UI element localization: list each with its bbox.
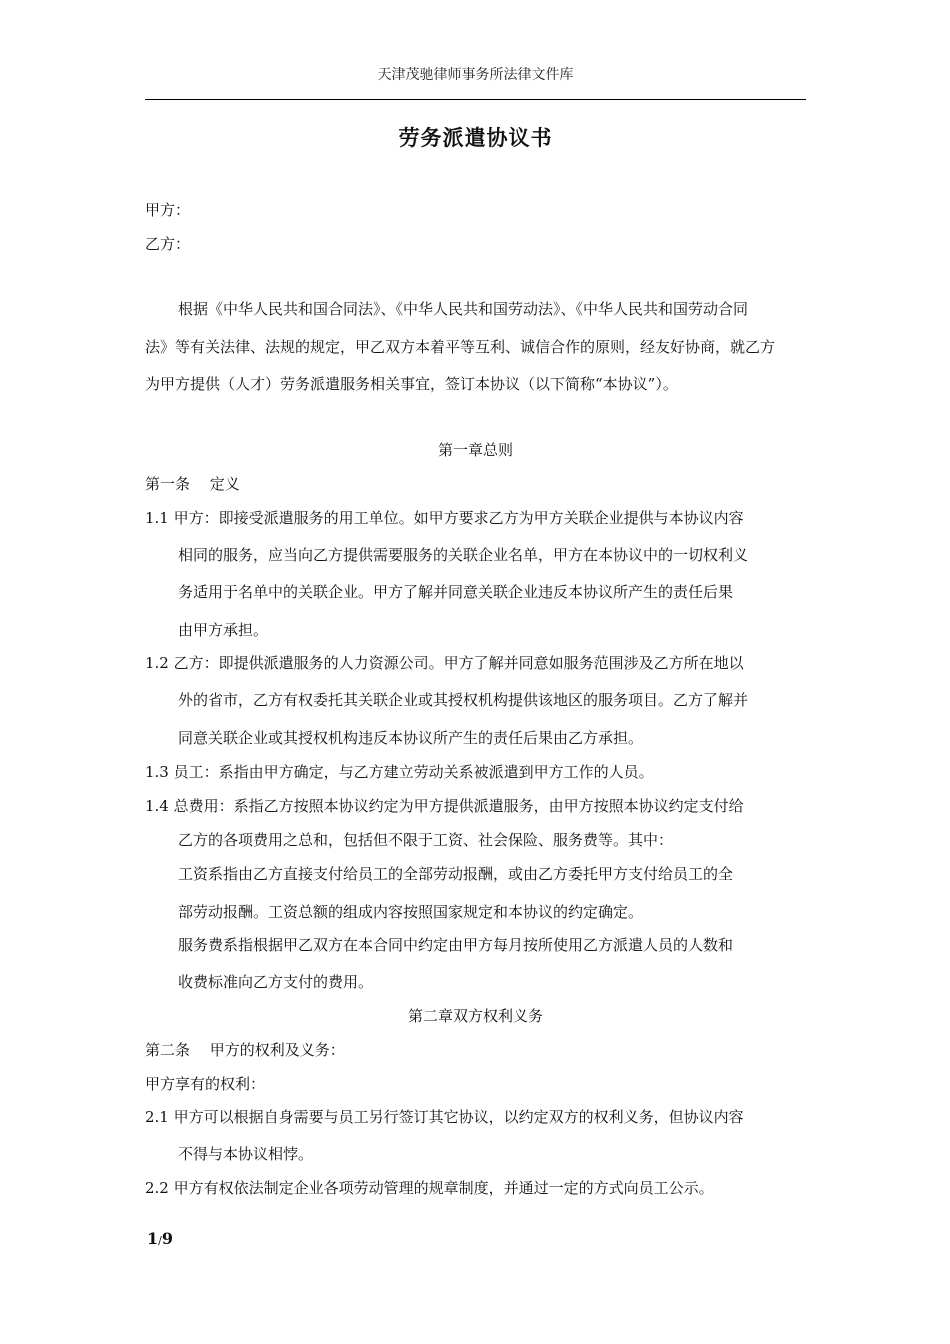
document-title: 劳务派遣协议书 <box>398 125 553 150</box>
text-line: 法》等有关法律、法规的规定，甲乙双方本着平等互利、诚信合作的原则，经友好协商，就乙方 <box>145 338 776 356</box>
chapter-heading: 第二章双方权利义务 <box>407 1007 543 1025</box>
text-line: 第一条 定义 <box>145 475 240 493</box>
text-line: 第二条 甲方的权利及义务： <box>145 1041 345 1059</box>
chapter-heading: 第一章总则 <box>437 441 513 459</box>
text-line: 外的省市，乙方有权委托其关联企业或其授权机构提供该地区的服务项目。乙方了解并 <box>178 691 749 709</box>
text-line: 2.2 甲方有权依法制定企业各项劳动管理的规章制度，并通过一定的方式向员工公示。 <box>145 1179 714 1197</box>
text-line: 相同的服务，应当向乙方提供需要服务的关联企业名单，甲方在本协议中的一切权利义 <box>178 546 749 564</box>
text-line: 1.4 总费用：系指乙方按照本协议约定为甲方提供派遣服务，由甲方按照本协议约定支付给 <box>145 797 744 815</box>
text-line: 1.3 员工：系指由甲方确定，与乙方建立劳动关系被派遣到甲方工作的人员。 <box>145 763 654 781</box>
text-line: 务适用于名单中的关联企业。甲方了解并同意关联企业违反本协议所产生的责任后果 <box>178 583 734 601</box>
page-total: 9 <box>161 1229 173 1248</box>
text-line: 乙方的各项费用之总和，包括但不限于工资、社会保险、服务费等。其中： <box>178 831 674 849</box>
text-line: 由甲方承担。 <box>178 621 269 639</box>
text-line: 乙方： <box>145 235 191 253</box>
text-line: 工资系指由乙方直接支付给员工的全部劳动报酬，或由乙方委托甲方支付给员工的全 <box>178 865 734 883</box>
text-line: 根据《中华人民共和国合同法》、《中华人民共和国劳动法》、《中华人民共和国劳动合同 <box>178 300 749 318</box>
text-line: 甲方享有的权利： <box>145 1075 266 1093</box>
text-line: 服务费系指根据甲乙双方在本合同中约定由甲方每月按所使用乙方派遣人员的人数和 <box>178 936 734 954</box>
text-line: 部劳动报酬。工资总额的组成内容按照国家规定和本协议的约定确定。 <box>178 903 644 921</box>
text-line: 收费标准向乙方支付的费用。 <box>178 973 374 991</box>
text-line: 1.2 乙方：即提供派遣服务的人力资源公司。甲方了解并同意如服务范围涉及乙方所在地以 <box>145 654 744 672</box>
page-header: 天津茂驰律师事务所法律文件库 <box>377 67 574 83</box>
text-line: 不得与本协议相悖。 <box>178 1145 314 1163</box>
page-current: 1 <box>147 1229 159 1248</box>
text-line: 1.1 甲方：即接受派遣服务的用工单位。如甲方要求乙方为甲方关联企业提供与本协议内容 <box>145 509 744 527</box>
header-rule <box>145 99 806 100</box>
page-number <box>147 1229 173 1248</box>
text-line: 甲方： <box>145 201 191 219</box>
text-line: 2.1 甲方可以根据自身需要与员工另行签订其它协议，以约定双方的权利义务，但协议内容 <box>145 1108 744 1126</box>
page-separator: / <box>158 1234 162 1247</box>
text-line: 同意关联企业或其授权机构违反本协议所产生的责任后果由乙方承担。 <box>178 729 644 747</box>
text-line: 为甲方提供（人才）劳务派遣服务相关事宜，签订本协议（以下简称“本协议”）。 <box>145 375 678 393</box>
